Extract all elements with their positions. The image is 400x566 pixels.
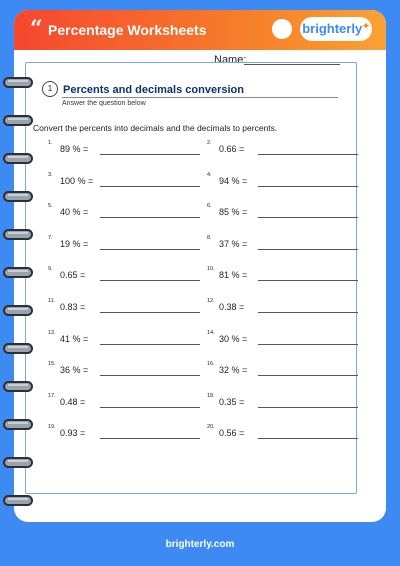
problem-item — [48, 361, 200, 377]
problem-number: 13. — [48, 329, 56, 336]
binder-ring — [4, 230, 32, 239]
problem-number: 17. — [48, 392, 56, 399]
problem-number: 3. — [48, 171, 53, 178]
title-divider — [62, 97, 338, 98]
answer-line[interactable] — [100, 280, 200, 281]
brand-name: brighterly — [302, 21, 363, 36]
problem-number: 6. — [207, 203, 212, 210]
brand-logo-text — [300, 21, 372, 36]
problem-number: 14. — [207, 329, 215, 336]
task-number-badge: 1 — [42, 81, 58, 97]
problem-item — [207, 235, 358, 251]
problem-number: 5. — [48, 203, 53, 210]
answer-line[interactable] — [100, 407, 200, 408]
circle-icon — [272, 19, 292, 39]
problem-item — [207, 424, 358, 440]
problem-item — [207, 172, 358, 188]
answer-line[interactable] — [100, 375, 200, 376]
worksheet-title: Percentage Worksheets — [48, 22, 207, 38]
answer-line[interactable] — [100, 344, 200, 345]
problem-number: 16. — [207, 361, 215, 368]
problem-number: 18. — [207, 392, 215, 399]
problem-expression: 85 % = — [219, 207, 248, 218]
problem-item — [207, 266, 358, 282]
problem-expression: 0.65 = — [60, 270, 86, 281]
binder-ring — [4, 382, 32, 391]
problem-number: 12. — [207, 298, 215, 304]
problem-item — [207, 393, 358, 409]
sparkle-icon: ✦ — [362, 21, 370, 31]
problem-item — [48, 424, 200, 440]
answer-line[interactable] — [258, 344, 358, 345]
problem-expression: 0.38 = — [219, 302, 245, 312]
binder-ring — [4, 344, 32, 353]
problem-expression: 0.48 = — [60, 396, 86, 407]
problem-expression: 32 % = — [219, 365, 248, 376]
problem-expression: 89 % = — [60, 144, 89, 154]
problem-item — [207, 361, 358, 377]
problem-item — [207, 140, 358, 156]
problem-expression: 94 % = — [219, 175, 248, 186]
problem-number: 4. — [207, 171, 212, 178]
problem-expression: 81 % = — [219, 270, 248, 281]
problem-item — [207, 203, 358, 219]
answer-line[interactable] — [258, 280, 358, 281]
problem-expression: 0.56 = — [219, 428, 245, 439]
answer-line[interactable] — [258, 186, 358, 187]
answer-line[interactable] — [258, 312, 358, 313]
problem-expression: 0.93 = — [60, 428, 86, 439]
answer-line[interactable] — [100, 438, 200, 439]
worksheet-header — [14, 10, 386, 50]
problem-expression: 37 % = — [219, 238, 248, 249]
answer-line[interactable] — [258, 154, 358, 155]
answer-line[interactable] — [258, 407, 358, 408]
quote-icon: “ — [30, 16, 43, 42]
problem-item — [48, 266, 200, 282]
answer-line[interactable] — [258, 249, 358, 250]
problem-expression: 100 % = — [60, 175, 94, 186]
problem-expression: 19 % = — [60, 238, 89, 249]
answer-line[interactable] — [100, 249, 200, 250]
binder-ring — [4, 496, 32, 505]
problem-number: 19. — [48, 424, 56, 431]
problem-expression: 40 % = — [60, 207, 89, 218]
brand-logo[interactable] — [300, 17, 372, 41]
problem-expression: 30 % = — [219, 333, 248, 344]
task-title: Percents and decimals conversion — [63, 84, 244, 96]
problem-number: 7. — [48, 234, 53, 241]
task-subtitle: Answer the question below — [62, 100, 146, 107]
problem-item — [48, 172, 200, 188]
binder-ring — [4, 268, 32, 277]
binder-ring — [4, 78, 32, 87]
problem-expression: 0.66 = — [219, 144, 245, 154]
binder-ring — [4, 306, 32, 315]
answer-line[interactable] — [258, 438, 358, 439]
problem-expression: 0.35 = — [219, 396, 245, 407]
problem-number: 11. — [48, 298, 56, 304]
problem-number: 20. — [207, 424, 215, 431]
problem-item — [207, 298, 358, 314]
binder-ring — [4, 154, 32, 163]
problem-item — [48, 203, 200, 219]
answer-line[interactable] — [100, 186, 200, 187]
problem-item — [48, 235, 200, 251]
problem-item — [48, 393, 200, 409]
problem-item — [48, 298, 200, 314]
answer-line[interactable] — [100, 154, 200, 155]
problem-expression: 0.83 = — [60, 302, 86, 312]
problem-item — [48, 330, 200, 346]
answer-line[interactable] — [100, 217, 200, 218]
binder-ring — [4, 192, 32, 201]
binder-ring — [4, 458, 32, 467]
answer-line[interactable] — [258, 375, 358, 376]
spiral-binding — [0, 0, 40, 566]
problem-expression: 41 % = — [60, 333, 89, 344]
problem-item — [207, 330, 358, 346]
answer-line[interactable] — [100, 312, 200, 313]
problem-number: 10. — [207, 266, 215, 273]
problem-number: 8. — [207, 234, 212, 241]
problem-number: 9. — [48, 266, 53, 273]
binder-ring — [4, 420, 32, 429]
name-label: Name: — [214, 54, 247, 66]
problem-number: 15. — [48, 361, 56, 368]
answer-line[interactable] — [258, 217, 358, 218]
footer-url[interactable]: brighterly.com — [165, 539, 235, 550]
binder-ring — [4, 116, 32, 125]
problem-number: 2. — [207, 140, 212, 146]
problem-item — [48, 140, 200, 156]
problem-expression: 36 % = — [60, 365, 89, 376]
problem-number: 1. — [48, 140, 53, 146]
task-instruction: Convert the percents into decimals and the decimals to percents. — [33, 123, 278, 133]
